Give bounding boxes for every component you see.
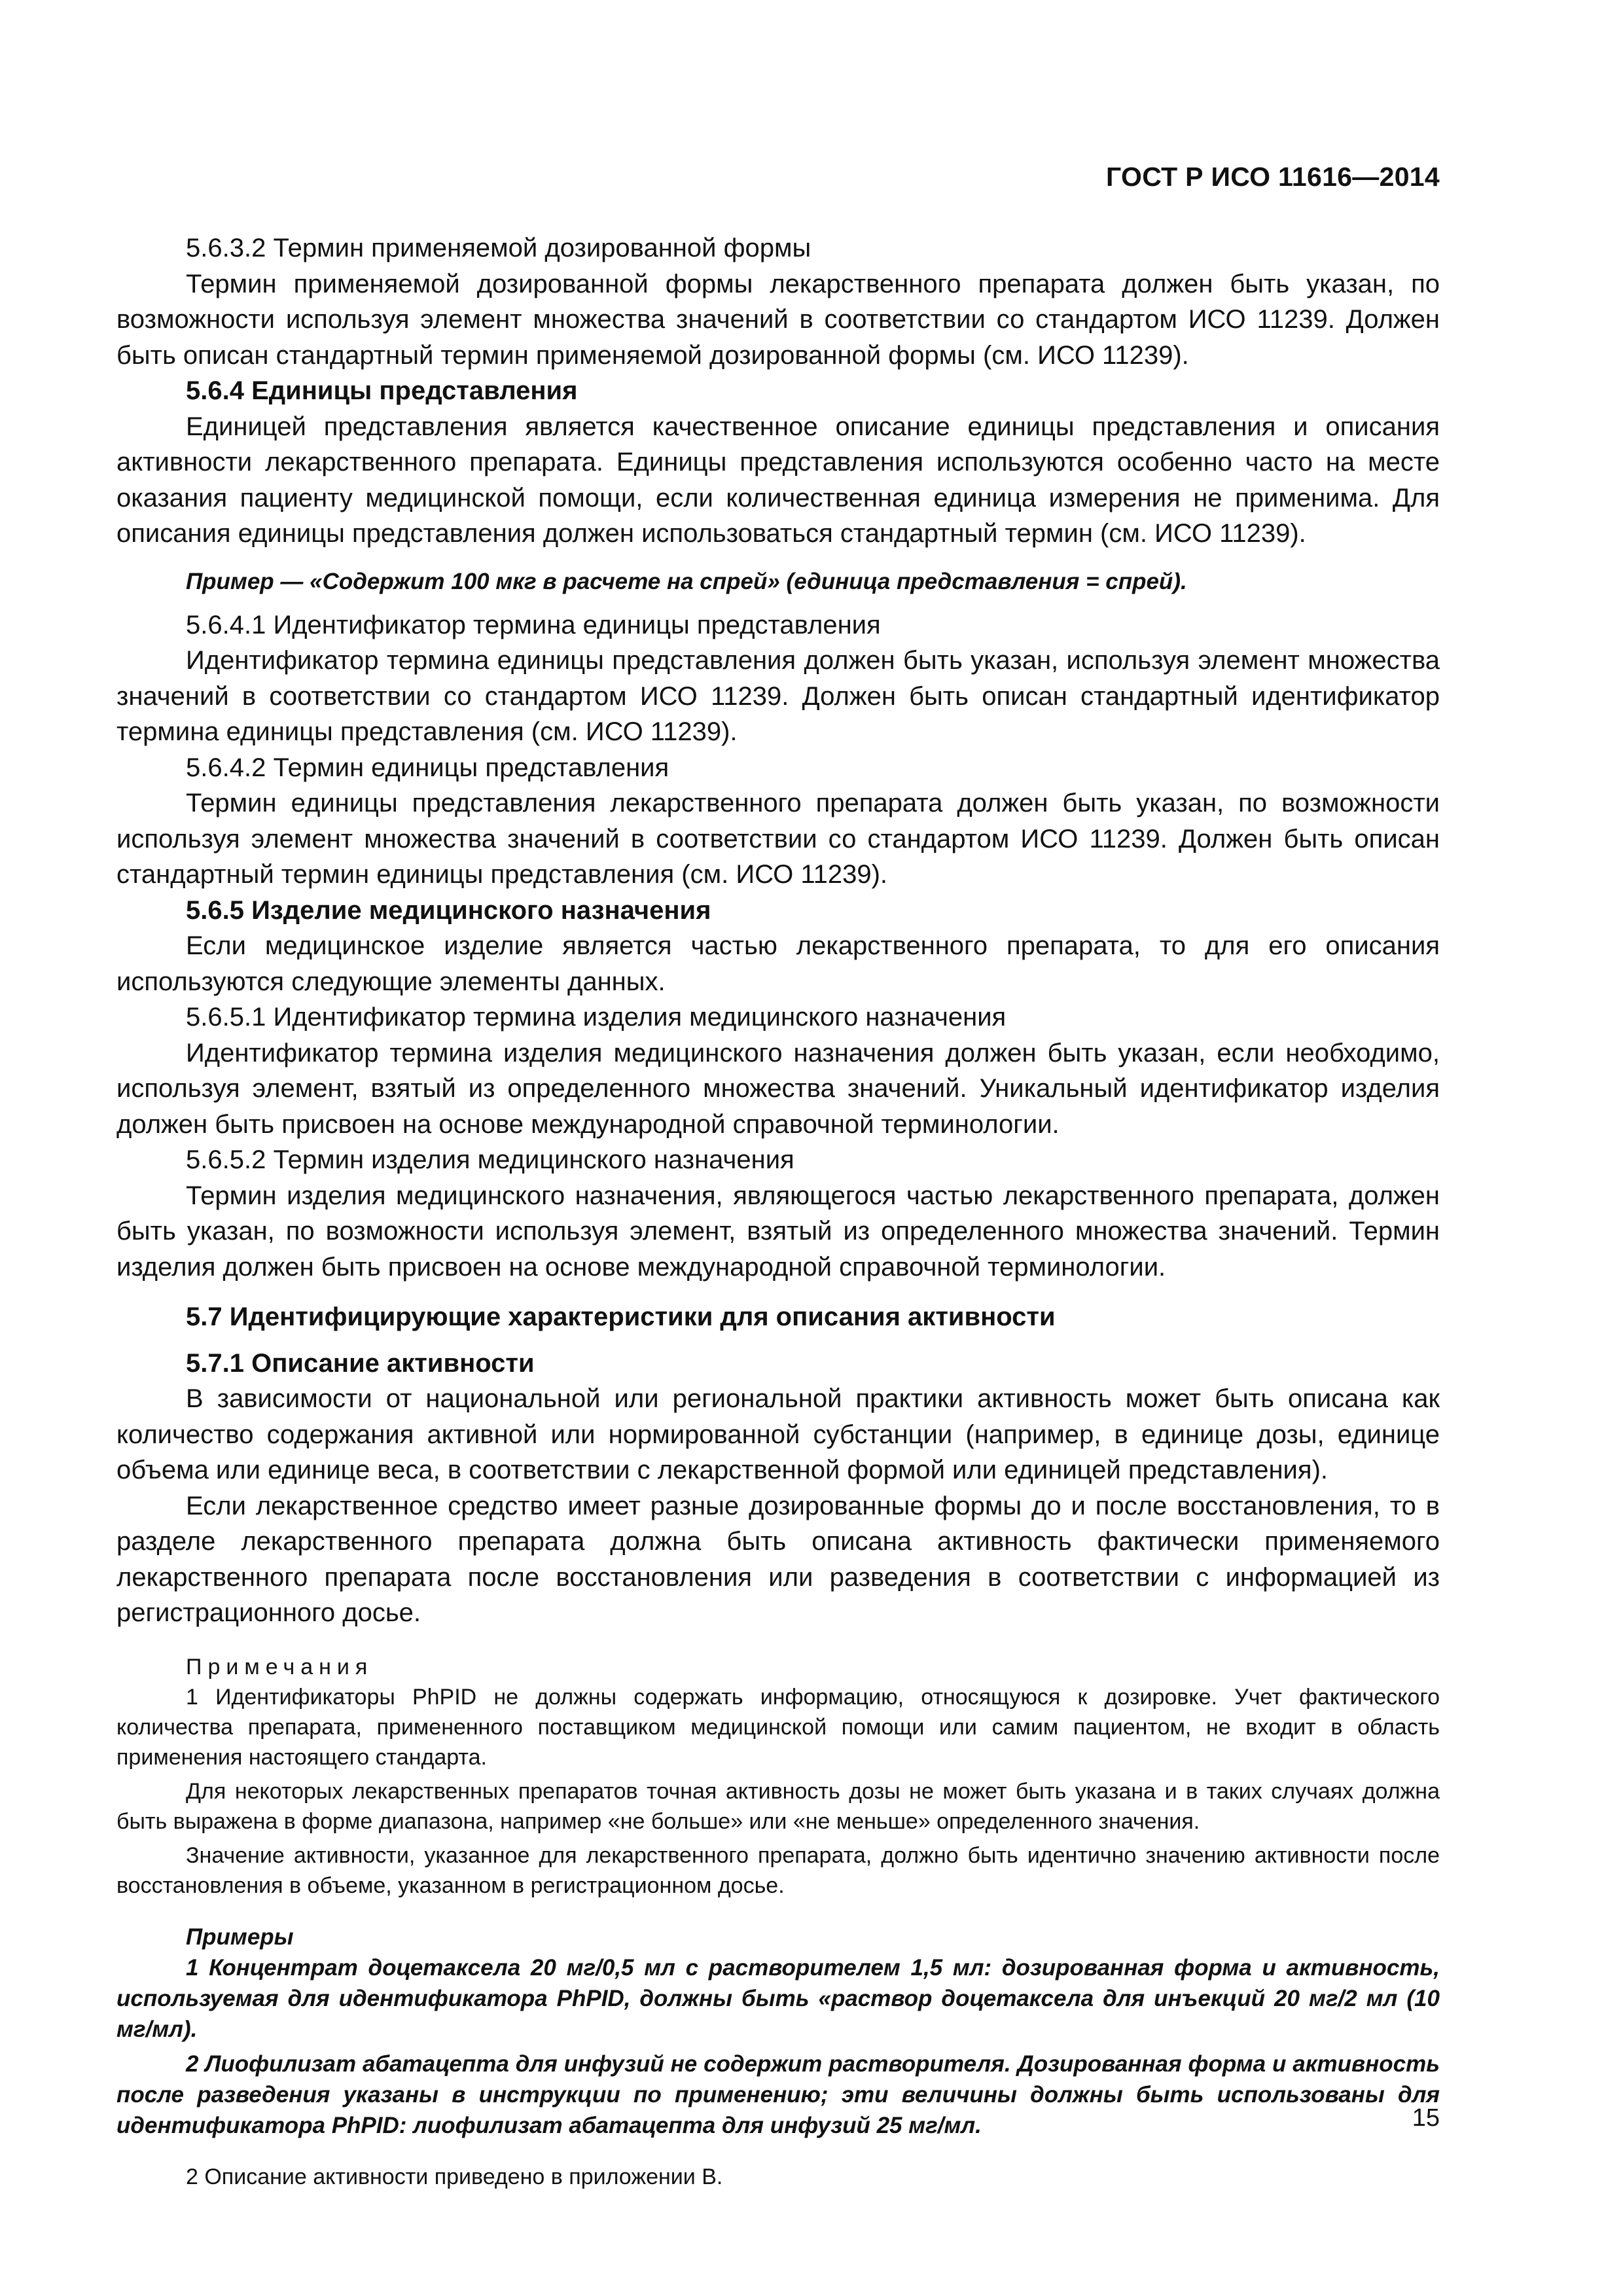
document-page (116, 0, 1440, 2296)
clause-5-6-5-2-title: 5.6.5.2 Термин изделия медицинского назначения (186, 1145, 794, 1174)
document-body (116, 230, 1440, 2192)
notes-heading: Примечания (186, 1654, 374, 1679)
clause-5-6-4-2-title: 5.6.4.2 Термин единицы представления (186, 753, 669, 782)
example-text: 2 Лиофилизат абатацепта для инфузий не содержит растворителя. Дозированная форма и активность после разведения указаны в инструкции по применению; эти величины должны быть использованы для идентификатора PhPID: лиофилизат абатацепта для инфузий 25 мг/мл. (116, 2051, 1440, 2138)
document-header: ГОСТ Р ИСО 11616—2014 (1106, 162, 1440, 192)
section-heading-5-6-5: 5.6.5 Изделие медицинского назначения (186, 895, 711, 925)
note-text: Значение активности, указанное для лекарственного препарата, должно быть идентично значению активности после восстановления в объеме, указанном в регистрационном досье. (116, 1842, 1440, 1898)
example-text: Пример — «Содержит 100 мкг в расчете на спрей» (единица представления = спрей). (186, 568, 1187, 594)
paragraph: Если медицинское изделие является частью лекарственного препарата, то для его описания используются следующие элементы данных. (116, 931, 1440, 996)
paragraph: В зависимости от национальной или региональной практики активность может быть описана как количество содержания активной или нормированной субстанции (например, в единице дозы, единице объема или единице веса, в соответствии с лекарственной формой или единицей представления). (116, 1384, 1440, 1484)
page-number: 15 (1412, 2104, 1440, 2132)
clause-5-6-3-2-title: 5.6.3.2 Термин применяемой дозированной формы (186, 234, 812, 262)
note-text: 1 Идентификаторы PhPID не должны содержать информацию, относящуюся к дозировке. Учет фактического количества препарата, примененного поставщиком медицинской помощи или самим пациентом, не входит в область применения настоящего стандарта. (116, 1684, 1440, 1770)
section-heading-5-6-4: 5.6.4 Единицы представления (186, 376, 578, 405)
example-text: 1 Концентрат доцетаксела 20 мг/0,5 мл с растворителем 1,5 мл: дозированная форма и активность, используемая для идентификатора PhPID, должны быть «раствор доцетаксела для инъекций 20 мг/2 мл (10 мг/мл). (116, 1954, 1440, 2042)
note-text: 2 Описание активности приведено в приложении В. (186, 2164, 723, 2189)
note-text: Для некоторых лекарственных препаратов точная активность дозы не может быть указана и в таких случаях должна быть выражена в форме диапазона, например «не больше» или «не меньше» определенного значения. (116, 1778, 1440, 1834)
paragraph: Идентификатор термина изделия медицинского назначения должен быть указан, если необходимо, используя элемент, взятый из определенного множества значений. Уникальный идентификатор изделия должен быть присвоен на основе международной справочной терминологии. (116, 1038, 1440, 1139)
clause-5-6-5-1-title: 5.6.5.1 Идентификатор термина изделия медицинского назначения (186, 1003, 1007, 1031)
paragraph: Термин применяемой дозированной формы лекарственного препарата должен быть указан, по возможности используя элемент множества значений в соответствии со стандартом ИСО 11239. Должен быть описан стандартный термин применяемой дозированной формы (см. ИСО 11239). (116, 269, 1440, 370)
paragraph: Термин единицы представления лекарственного препарата должен быть указан, по возможности используя элемент множества значений в соответствии со стандартом ИСО 11239. Должен быть описан стандартный термин единицы представления (см. ИСО 11239). (116, 789, 1440, 889)
section-heading-5-7-1: 5.7.1 Описание активности (186, 1348, 535, 1378)
paragraph: Единицей представления является качественное описание единицы представления и описания активности лекарственного препарата. Единицы представления используются особенно часто на месте оказания пациенту медицинской помощи, если количественная единица измерения не применима. Для описания единицы представления должен использоваться стандартный термин (см. ИСО 11239). (116, 412, 1440, 548)
section-heading-5-7: 5.7 Идентифицирующие характеристики для описания активности (186, 1302, 1056, 1331)
paragraph: Термин изделия медицинского назначения, являющегося частью лекарственного препарата, должен быть указан, по возможности используя элемент, взятый из определенного множества значений. Термин изделия должен быть присвоен на основе международной справочной терминологии. (116, 1181, 1440, 1282)
paragraph: Если лекарственное средство имеет разные дозированные формы до и после восстановления, то в разделе лекарственного препарата должна быть описана активность фактически применяемого лекарственного препарата после восстановления или разведения в соответствии с информацией из регистрационного досье. (116, 1491, 1440, 1627)
examples-heading: Примеры (186, 1924, 294, 1950)
clause-5-6-4-1-title: 5.6.4.1 Идентификатор термина единицы представления (186, 610, 881, 639)
paragraph: Идентификатор термина единицы представления должен быть указан, используя элемент множества значений в соответствии со стандартом ИСО 11239. Должен быть описан стандартный идентификатор термина единицы представления (см. ИСО 11239). (116, 646, 1440, 746)
